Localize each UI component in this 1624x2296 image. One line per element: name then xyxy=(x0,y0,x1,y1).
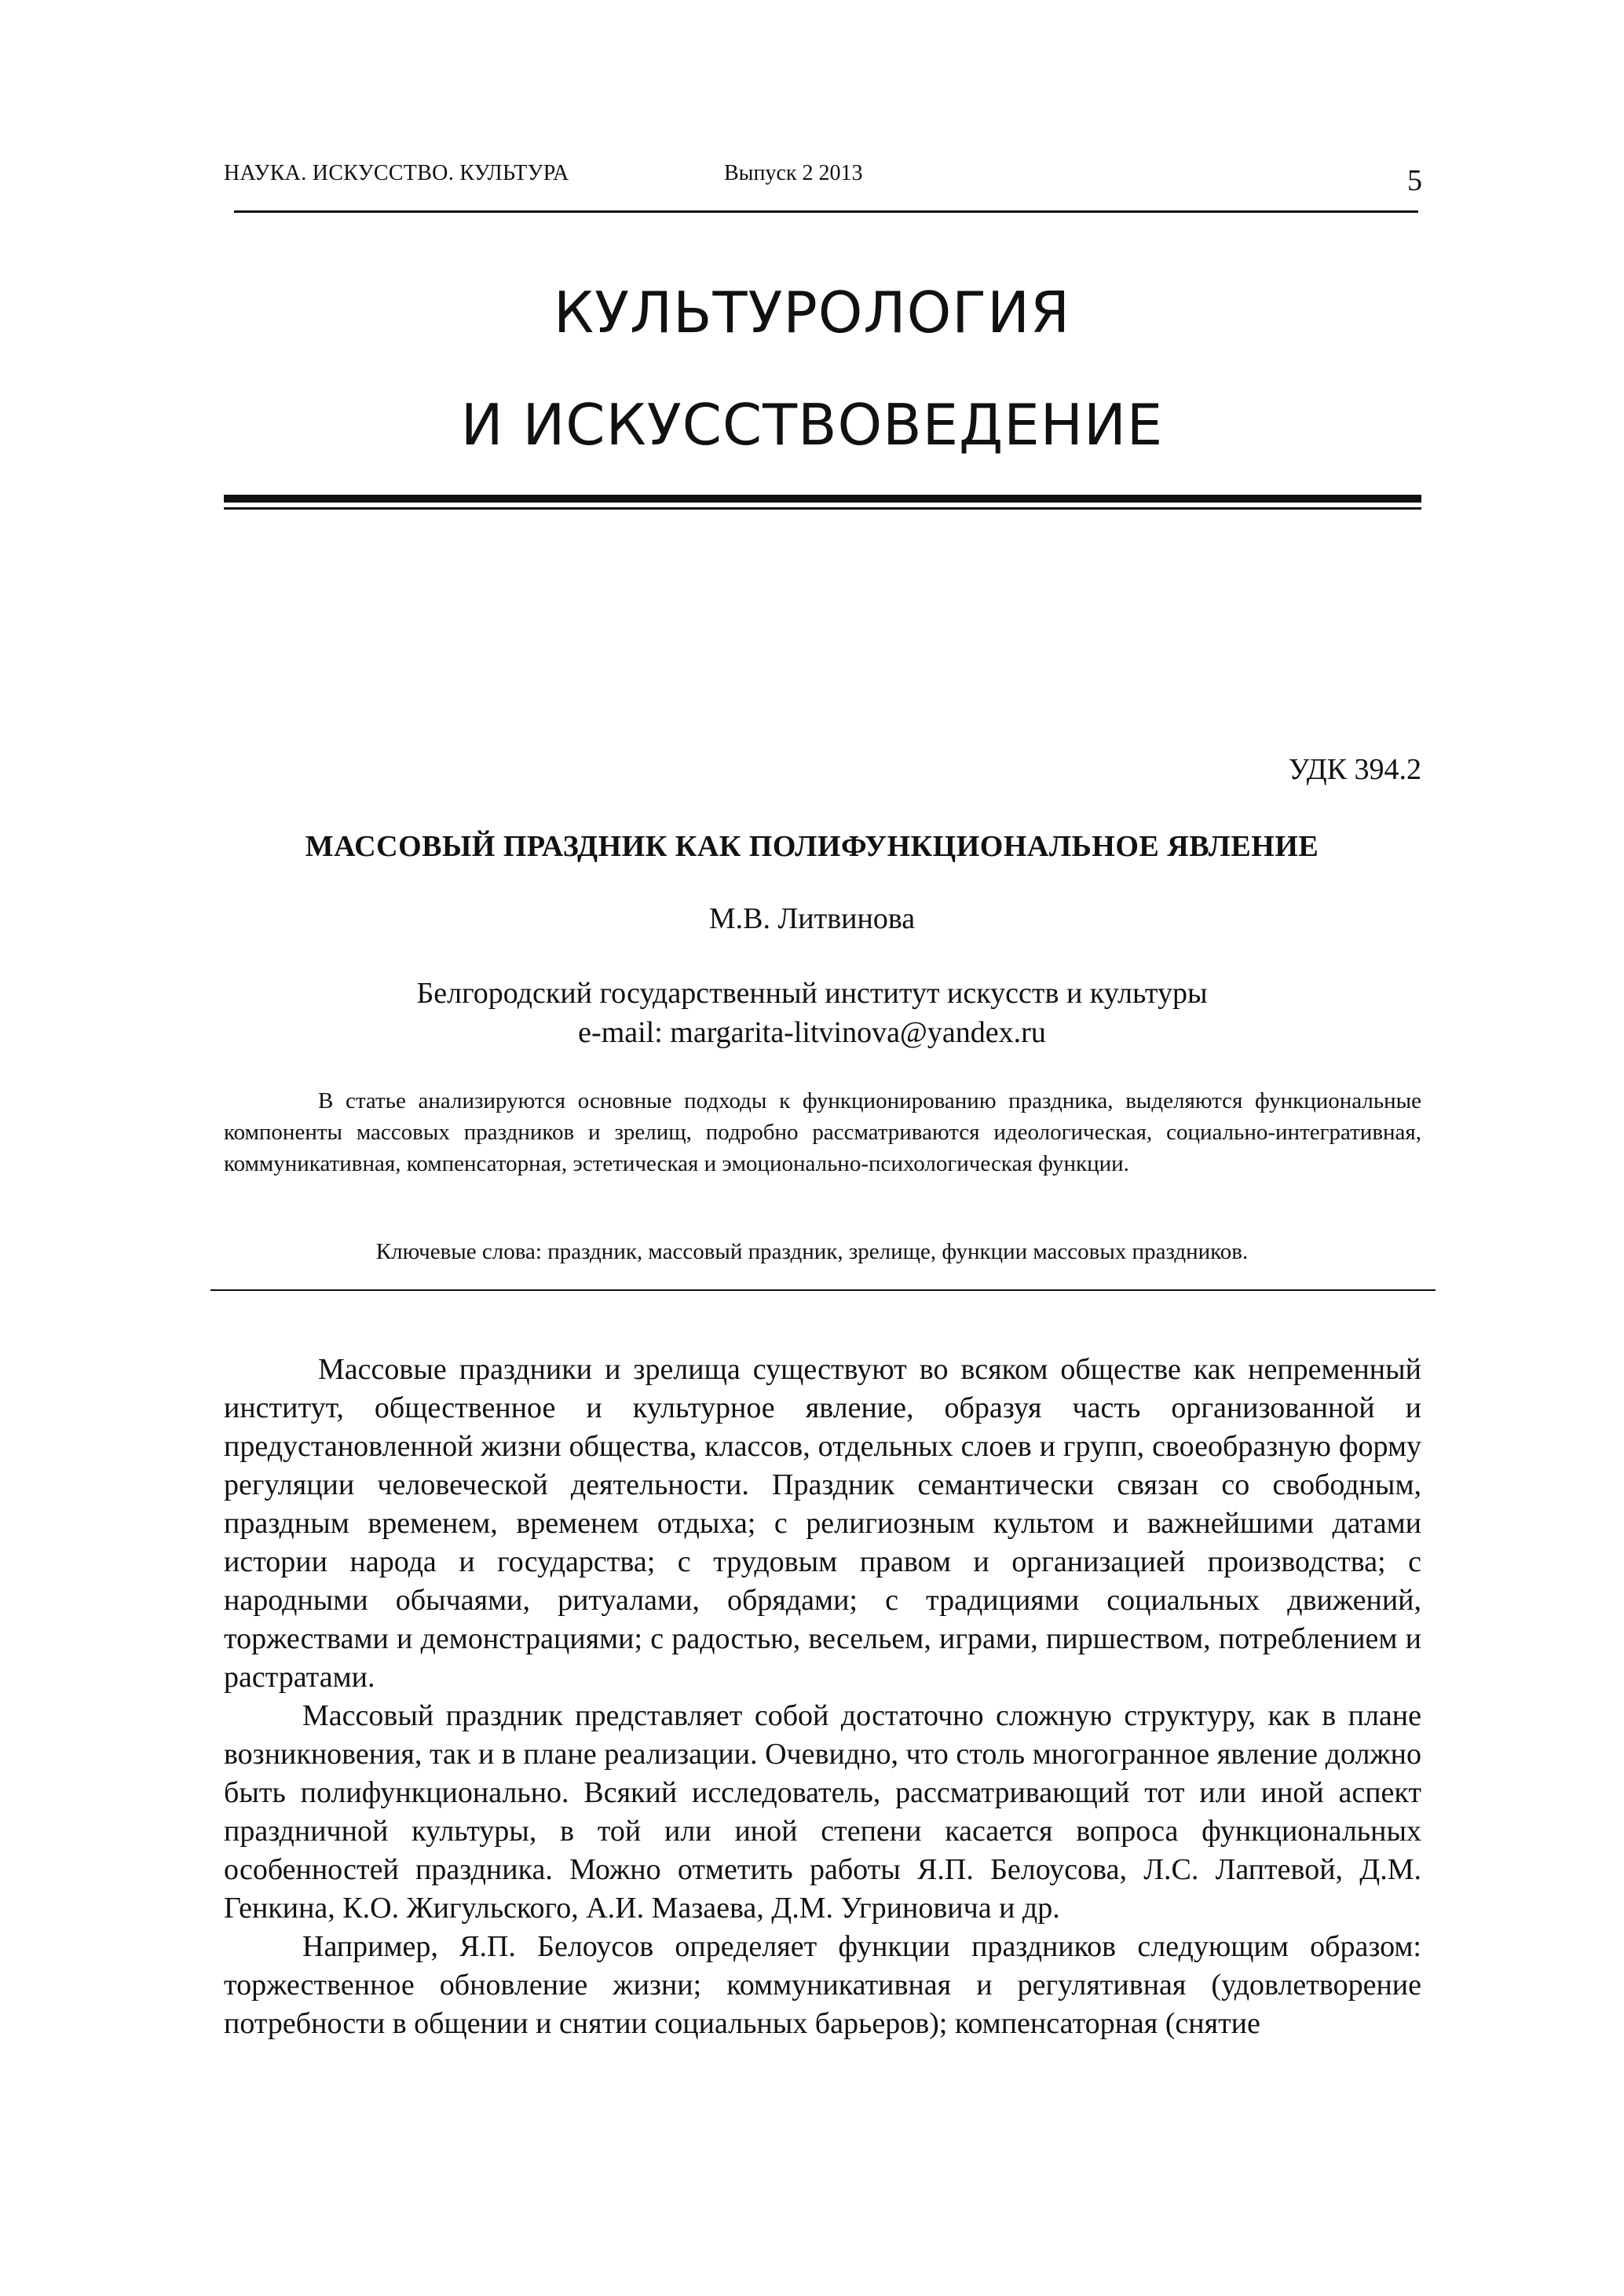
header-rule xyxy=(234,210,1418,213)
section-rule-thick xyxy=(224,495,1421,503)
section-title-line1: КУЛЬТУРОЛОГИЯ xyxy=(553,280,1071,345)
udc-code: УДК 394.2 xyxy=(1288,753,1421,786)
body-paragraph: Массовые праздники и зрелища существуют во всяком обществе как непременный институт, общественное и культурное явление, образуя часть организованной и предустановленной жизни общества, классов, отдельных слоев и групп, своеобразную форму регуляции человеческой деятельности. Праздник семантически связан со свободным, праздным временем, временем отдыха; с религиозным культом и важнейшими датами истории народа и государства; с трудовым правом и организацией производства; с народными обычаями, ритуалами, обрядами; с традициями социальных движений, торжествами и демонстрациями; с радостью, весельем, играми, пиршеством, потреблением и растратами. xyxy=(224,1353,1421,1694)
page-number: 5 xyxy=(1407,164,1422,197)
running-header-issue: Выпуск 2 2013 xyxy=(724,161,863,185)
abstract: В статье анализируются основные подходы к функционированию праздника, выделяются функциональные компоненты массовых праздников и зрелищ, подробно рассматриваются идеологическая, социально-интегративная, коммуникативная, компенсаторная, эстетическая и эмоционально-психологическая функции. xyxy=(224,1088,1421,1176)
affiliation: Белгородский государственный институт искусств и культуры xyxy=(416,977,1208,1010)
author-name: М.В. Литвинова xyxy=(708,902,916,935)
keywords: Ключевые слова: праздник, массовый праздник, зрелище, функции массовых праздников. xyxy=(375,1239,1249,1264)
abstract-rule xyxy=(210,1289,1436,1291)
body-paragraph: Например, Я.П. Белоусов определяет функции праздников следующим образом: торжественное обновление жизни; коммуникативная и регулятивная (удовлетворение потребности в общении и снятии социальных барьеров); компенсаторная (снятие xyxy=(224,1930,1421,2040)
article-title: МАССОВЫЙ ПРАЗДНИК КАК ПОЛИФУНКЦИОНАЛЬНОЕ ЯВЛЕНИЕ xyxy=(305,830,1319,863)
article-body xyxy=(224,1351,1421,2043)
section-rule-thin xyxy=(224,507,1421,510)
author-email: e-mail: margarita-litvinova@yandex.ru xyxy=(578,1016,1046,1049)
body-paragraph: Массовый праздник представляет собой достаточно сложную структуру, как в плане возникновения, так и в плане реализации. Очевидно, что столь многогранное явление должно быть полифункционально. Всякий исследователь, рассматривающий тот или иной аспект праздничной культуры, в той или иной степени касается вопроса функциональных особенностей праздника. Можно отметить работы Я.П. Белоусова, Л.С. Лаптевой, Д.М. Генкина, К.О. Жигульского, А.И. Мазаева, Д.М. Угриновича и др. xyxy=(224,1699,1421,1925)
running-header-journal: НАУКА. ИСКУССТВО. КУЛЬТУРА xyxy=(224,161,569,185)
affiliation-block xyxy=(0,974,1624,1052)
section-title-line2: И ИСКУССТВОВЕДЕНИЕ xyxy=(460,392,1164,458)
